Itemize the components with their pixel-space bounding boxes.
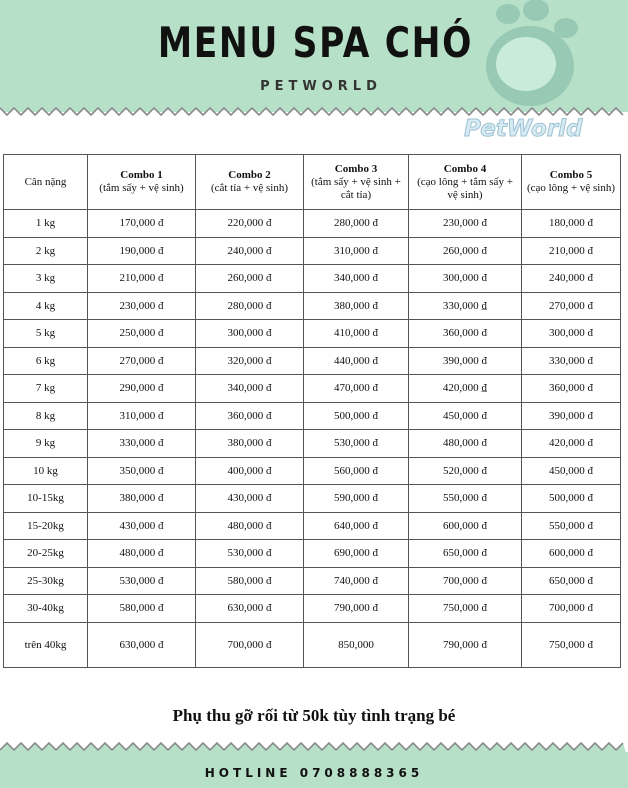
price-cell: 220,000 đ (196, 210, 304, 238)
table-row (4, 265, 621, 293)
price-cell: 310,000 đ (88, 402, 196, 430)
weight-cell: trên 40kg (4, 622, 88, 667)
table-header-row (4, 155, 621, 210)
weight-cell: 3 kg (4, 265, 88, 293)
column-header-3 (304, 155, 409, 210)
price-cell: 380,000 đ (88, 485, 196, 513)
price-cell: 360,000 đ (409, 320, 522, 348)
price-cell: 260,000 đ (409, 237, 522, 265)
brand-logo: PetWorld (464, 116, 583, 142)
price-cell: 360,000 đ (196, 402, 304, 430)
column-description: (cắt tỉa + vệ sinh) (210, 182, 289, 194)
price-cell: 630,000 đ (196, 595, 304, 623)
price-cell: 550,000 đ (409, 485, 522, 513)
weight-cell: 4 kg (4, 292, 88, 320)
price-cell: 250,000 đ (88, 320, 196, 348)
price-cell: 430,000 đ (88, 512, 196, 540)
price-cell: 500,000 đ (304, 402, 409, 430)
price-cell: 480,000 đ (409, 430, 522, 458)
price-cell: 210,000 đ (88, 265, 196, 293)
column-header-2 (196, 155, 304, 210)
price-cell: 690,000 đ (304, 540, 409, 568)
weight-cell: 6 kg (4, 347, 88, 375)
price-cell: 390,000 đ (409, 347, 522, 375)
price-cell: 530,000 đ (196, 540, 304, 568)
price-cell: 280,000 đ (304, 210, 409, 238)
table-row (4, 485, 621, 513)
table-row (4, 375, 621, 403)
price-cell: 300,000 đ (196, 320, 304, 348)
column-name: Combo 5 (549, 169, 593, 181)
hotline: HOTLINE 0708888365 (204, 766, 424, 780)
price-cell: 190,000 đ (88, 237, 196, 265)
price-cell: 630,000 đ (88, 622, 196, 667)
price-cell: 400,000 đ (196, 457, 304, 485)
price-cell: 350,000 đ (88, 457, 196, 485)
price-cell: 580,000 đ (196, 567, 304, 595)
weight-cell: 1 kg (4, 210, 88, 238)
price-cell: 450,000 đ (522, 457, 621, 485)
price-cell: 480,000 đ (88, 540, 196, 568)
page-subtitle: PETWORLD (260, 79, 382, 94)
weight-cell: 25-30kg (4, 567, 88, 595)
price-cell: 430,000 đ (196, 485, 304, 513)
table-row (4, 512, 621, 540)
price-cell: 440,000 đ (304, 347, 409, 375)
price-cell: 310,000 đ (304, 237, 409, 265)
table-row (4, 292, 621, 320)
price-cell: 750,000 đ (522, 622, 621, 667)
price-cell: 750,000 đ (409, 595, 522, 623)
price-cell: 170,000 đ (88, 210, 196, 238)
price-cell: 600,000 đ (409, 512, 522, 540)
price-cell: 790,000 đ (409, 622, 522, 667)
price-cell: 600,000 đ (522, 540, 621, 568)
price-cell: 300,000 đ (409, 265, 522, 293)
table-row (4, 430, 621, 458)
price-cell: 290,000 đ (88, 375, 196, 403)
weight-cell: 7 kg (4, 375, 88, 403)
price-cell: 580,000 đ (88, 595, 196, 623)
price-cell: 270,000 đ (88, 347, 196, 375)
column-name: Combo 4 (443, 162, 487, 175)
price-cell: 700,000 đ (522, 595, 621, 623)
column-header-1 (88, 155, 196, 210)
weight-cell: 15-20kg (4, 512, 88, 540)
weight-cell: 10 kg (4, 457, 88, 485)
page-title: MENU SPA CHÓ (157, 18, 474, 67)
price-cell: 740,000 đ (304, 567, 409, 595)
weight-cell: 5 kg (4, 320, 88, 348)
table-row (4, 237, 621, 265)
price-cell: 380,000 đ (304, 292, 409, 320)
column-name: Combo 3 (334, 162, 378, 175)
price-cell: 240,000 đ (196, 237, 304, 265)
price-cell: 560,000 đ (304, 457, 409, 485)
price-cell: 420,000 đ (522, 430, 621, 458)
price-cell: 340,000 đ (304, 265, 409, 293)
price-cell: 280,000 đ (196, 292, 304, 320)
table-row (4, 567, 621, 595)
table-row (4, 622, 621, 667)
price-cell: 450,000 đ (409, 402, 522, 430)
price-cell: 210,000 đ (522, 237, 621, 265)
table-row (4, 595, 621, 623)
column-name: Cân nặng (24, 175, 67, 188)
column-description: (cạo lông + tắm sấy + vệ sinh) (417, 175, 513, 201)
column-name: Combo 2 (228, 169, 271, 181)
weight-cell: 9 kg (4, 430, 88, 458)
price-cell: 330,000 ₫ (409, 292, 522, 320)
table-row (4, 540, 621, 568)
price-cell: 790,000 đ (304, 595, 409, 623)
price-cell: 330,000 đ (88, 430, 196, 458)
price-cell: 550,000 đ (522, 512, 621, 540)
price-cell: 360,000 đ (522, 375, 621, 403)
header-zigzag-border (0, 96, 628, 118)
weight-cell: 20-25kg (4, 540, 88, 568)
column-header-4 (409, 155, 522, 210)
price-cell: 410,000 đ (304, 320, 409, 348)
column-header-5 (522, 155, 621, 210)
weight-cell: 10-15kg (4, 485, 88, 513)
column-description: (tắm sấy + vệ sinh + cắt tỉa) (311, 175, 401, 201)
surcharge-note: Phụ thu gỡ rối từ 50k tùy tình trạng bé (172, 706, 456, 725)
price-cell: 300,000 đ (522, 320, 621, 348)
price-cell: 520,000 đ (409, 457, 522, 485)
weight-cell: 2 kg (4, 237, 88, 265)
price-cell: 320,000 đ (196, 347, 304, 375)
table-row (4, 210, 621, 238)
price-cell: 240,000 đ (522, 265, 621, 293)
table-row (4, 457, 621, 485)
price-cell: 330,000 đ (522, 347, 621, 375)
price-cell: 530,000 đ (304, 430, 409, 458)
weight-cell: 30-40kg (4, 595, 88, 623)
price-table (3, 154, 621, 668)
price-cell: 500,000 đ (522, 485, 621, 513)
price-cell: 700,000 đ (409, 567, 522, 595)
table-row (4, 402, 621, 430)
price-cell: 380,000 đ (196, 430, 304, 458)
table-row (4, 320, 621, 348)
price-cell: 480,000 đ (196, 512, 304, 540)
price-cell: 650,000 đ (522, 567, 621, 595)
price-cell: 230,000 đ (409, 210, 522, 238)
price-cell: 700,000 đ (196, 622, 304, 667)
price-cell: 230,000 đ (88, 292, 196, 320)
price-cell: 270,000 đ (522, 292, 621, 320)
price-cell: 390,000 đ (522, 402, 621, 430)
column-description: (tắm sấy + vệ sinh) (99, 182, 184, 194)
price-cell: 420,000 ₫ (409, 375, 522, 403)
column-header-0 (4, 155, 88, 210)
weight-cell: 8 kg (4, 402, 88, 430)
column-description: (cạo lông + vệ sinh) (526, 182, 616, 194)
table-row (4, 347, 621, 375)
price-cell: 180,000 đ (522, 210, 621, 238)
column-name: Combo 1 (120, 169, 163, 181)
price-cell: 530,000 đ (88, 567, 196, 595)
price-cell: 470,000 đ (304, 375, 409, 403)
price-cell: 850,000 (304, 622, 409, 667)
price-cell: 650,000 đ (409, 540, 522, 568)
price-cell: 260,000 đ (196, 265, 304, 293)
price-cell: 640,000 đ (304, 512, 409, 540)
price-cell: 340,000 đ (196, 375, 304, 403)
price-cell: 590,000 đ (304, 485, 409, 513)
